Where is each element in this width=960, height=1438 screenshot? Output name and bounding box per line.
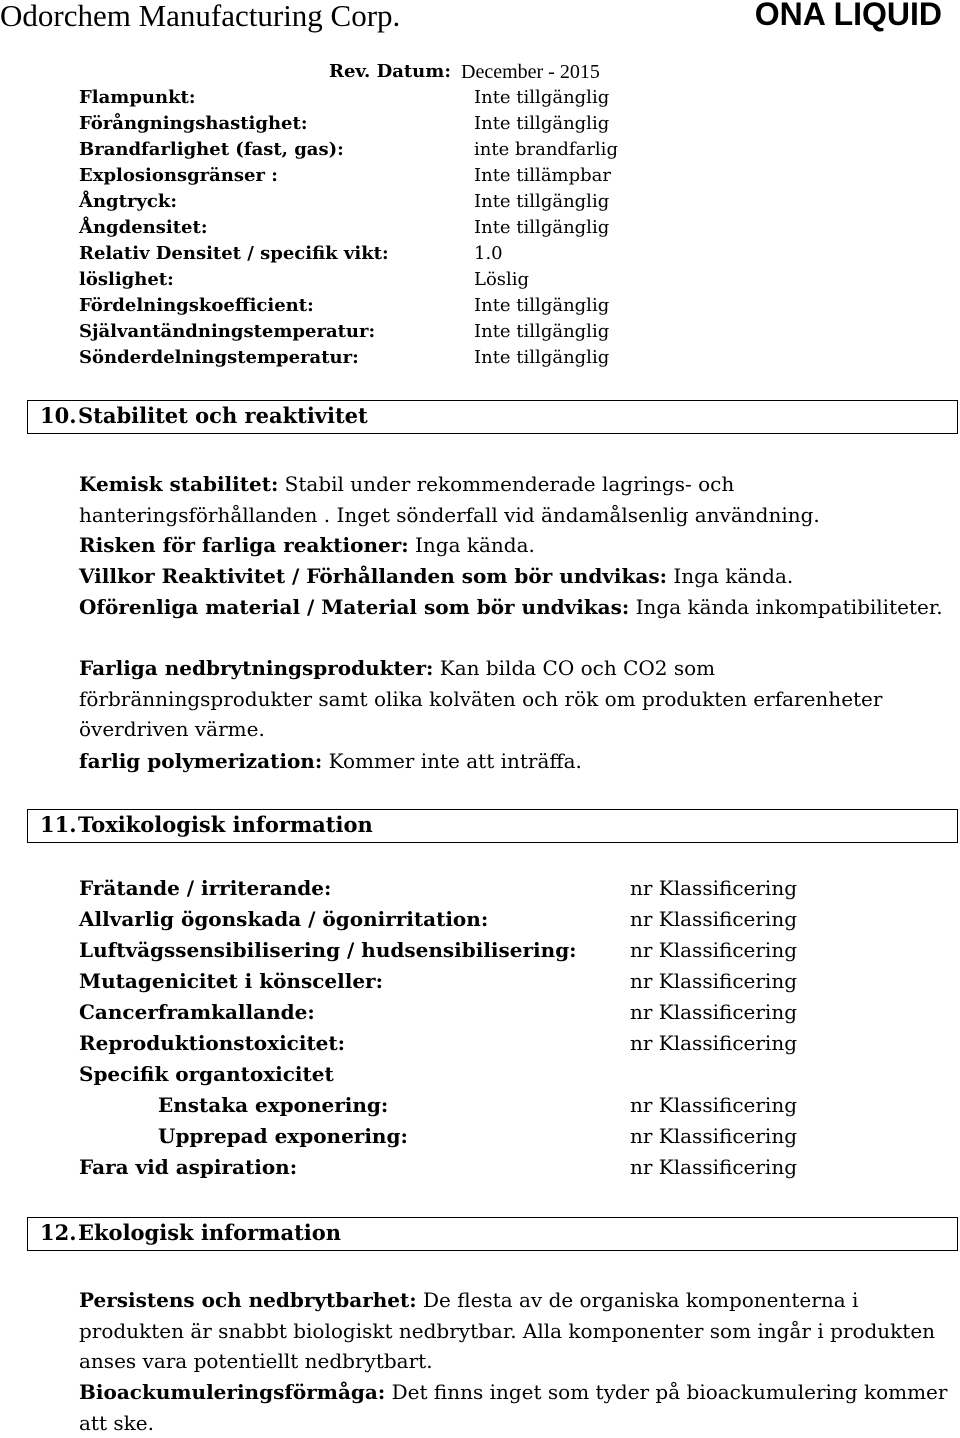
prop-label: Ångdensitet: [79, 217, 208, 238]
section-10-item [79, 592, 949, 623]
tox-label: Enstaka exponering: [158, 1093, 389, 1117]
section-10-item [79, 746, 949, 777]
item-label: Oförenliga material / Material som bör undvikas: [79, 595, 630, 619]
prop-label: Förångningshastighet: [79, 113, 308, 134]
item-text: Kommer inte att inträffa. [322, 749, 582, 773]
item-label: Risken för farliga reaktioner: [79, 533, 409, 557]
section-10-item [79, 530, 949, 561]
item-text: Inga kända inkompatibiliteter. [629, 595, 943, 619]
item-label: farlig polymerization: [79, 749, 323, 773]
item-label: Kemisk stabilitet: [79, 472, 279, 496]
prop-value: Inte tillgänglig [474, 113, 610, 134]
section-12-item [79, 1377, 949, 1438]
prop-value: Inte tillgänglig [474, 295, 610, 316]
tox-value: nr Klassificering [630, 1124, 798, 1148]
item-text: Kan bilda CO och CO2 som förbränningsprodukter samt olika kolväten och rök om produkten erfarenheter överdriven värme. [79, 656, 883, 742]
tox-value: nr Klassificering [630, 1155, 798, 1179]
prop-label: Brandfarlighet (fast, gas): [79, 139, 344, 160]
prop-value: inte brandfarlig [474, 139, 618, 160]
item-label: Bioackumuleringsförmåga: [79, 1380, 386, 1404]
prop-label: Relativ Densitet / specifik vikt: [79, 243, 389, 264]
prop-label: Flampunkt: [79, 87, 196, 108]
prop-value: Inte tillgänglig [474, 347, 610, 368]
item-label: Persistens och nedbrytbarhet: [79, 1288, 417, 1312]
section-10-item [79, 653, 949, 745]
revision-label: Rev. Datum: [329, 61, 451, 82]
item-label: Villkor Reaktivitet / Förhållanden som bör undvikas: [79, 564, 667, 588]
item-text: Inga kända. [408, 533, 535, 557]
item-text: De flesta av de organiska komponenterna i produkten är snabbt biologiskt nedbrytbar. Alla komponenter som ingår i produkten anses vara potentiellt nedbrytbart. [79, 1288, 936, 1374]
prop-value: Löslig [474, 269, 530, 290]
tox-label: Mutagenicitet i könsceller: [79, 969, 383, 993]
prop-value: 1.0 [474, 243, 503, 264]
tox-label: Specifik organtoxicitet [79, 1062, 334, 1086]
product-name: ONA LIQUID [754, 0, 942, 32]
tox-label: Cancerframkallande: [79, 1000, 315, 1024]
item-text: Inga kända. [667, 564, 794, 588]
prop-value: Inte tillgänglig [474, 191, 610, 212]
tox-value: nr Klassificering [630, 1031, 798, 1055]
tox-value: nr Klassificering [630, 876, 798, 900]
prop-label: Sönderdelningstemperatur: [79, 347, 359, 368]
item-text: Stabil under rekommenderade lagrings- och hanteringsförhållanden . Inget sönderfall vid ändamålsenlig användning. [79, 472, 820, 527]
tox-value: nr Klassificering [630, 1093, 798, 1117]
section-12-item [79, 1285, 949, 1377]
section-number: 12. [40, 1220, 77, 1245]
tox-label: Luftvägssensibilisering / hudsensibilisering: [79, 938, 577, 962]
prop-label: Självantändningstemperatur: [79, 321, 376, 342]
section-title: Ekologisk information [78, 1220, 342, 1245]
prop-value: Inte tillämpbar [474, 165, 611, 186]
prop-value: Inte tillgänglig [474, 217, 610, 238]
section-title: Toxikologisk information [78, 812, 373, 837]
tox-label: Allvarlig ögonskada / ögonirritation: [79, 907, 489, 931]
section-11-header [27, 809, 958, 843]
prop-value: Inte tillgänglig [474, 87, 610, 108]
item-label: Farliga nedbrytningsprodukter: [79, 656, 434, 680]
section-number: 11. [40, 812, 77, 837]
tox-label: Frätande / irriterande: [79, 876, 332, 900]
tox-value: nr Klassificering [630, 1000, 798, 1024]
prop-label: Ångtryck: [79, 191, 177, 212]
company-name: Odorchem Manufacturing Corp. [0, 0, 401, 33]
tox-label: Fara vid aspiration: [79, 1155, 298, 1179]
prop-value: Inte tillgänglig [474, 321, 610, 342]
tox-value: nr Klassificering [630, 907, 798, 931]
prop-label: löslighet: [79, 269, 174, 290]
tox-value: nr Klassificering [630, 969, 798, 993]
tox-label: Reproduktionstoxicitet: [79, 1031, 346, 1055]
prop-label: Explosionsgränser : [79, 165, 278, 186]
section-12-header [27, 1217, 958, 1251]
revision-date: December - 2015 [461, 61, 600, 83]
section-10-item [79, 469, 949, 530]
prop-label: Fördelningskoefficient: [79, 295, 314, 316]
section-10-item [79, 561, 949, 592]
tox-value: nr Klassificering [630, 938, 798, 962]
tox-label: Upprepad exponering: [158, 1124, 408, 1148]
item-text: Det finns inget som tyder på bioackumulering kommer att ske. [79, 1380, 948, 1435]
section-number: 10. [40, 403, 77, 428]
section-title: Stabilitet och reaktivitet [78, 403, 368, 428]
section-10-header [27, 400, 958, 434]
